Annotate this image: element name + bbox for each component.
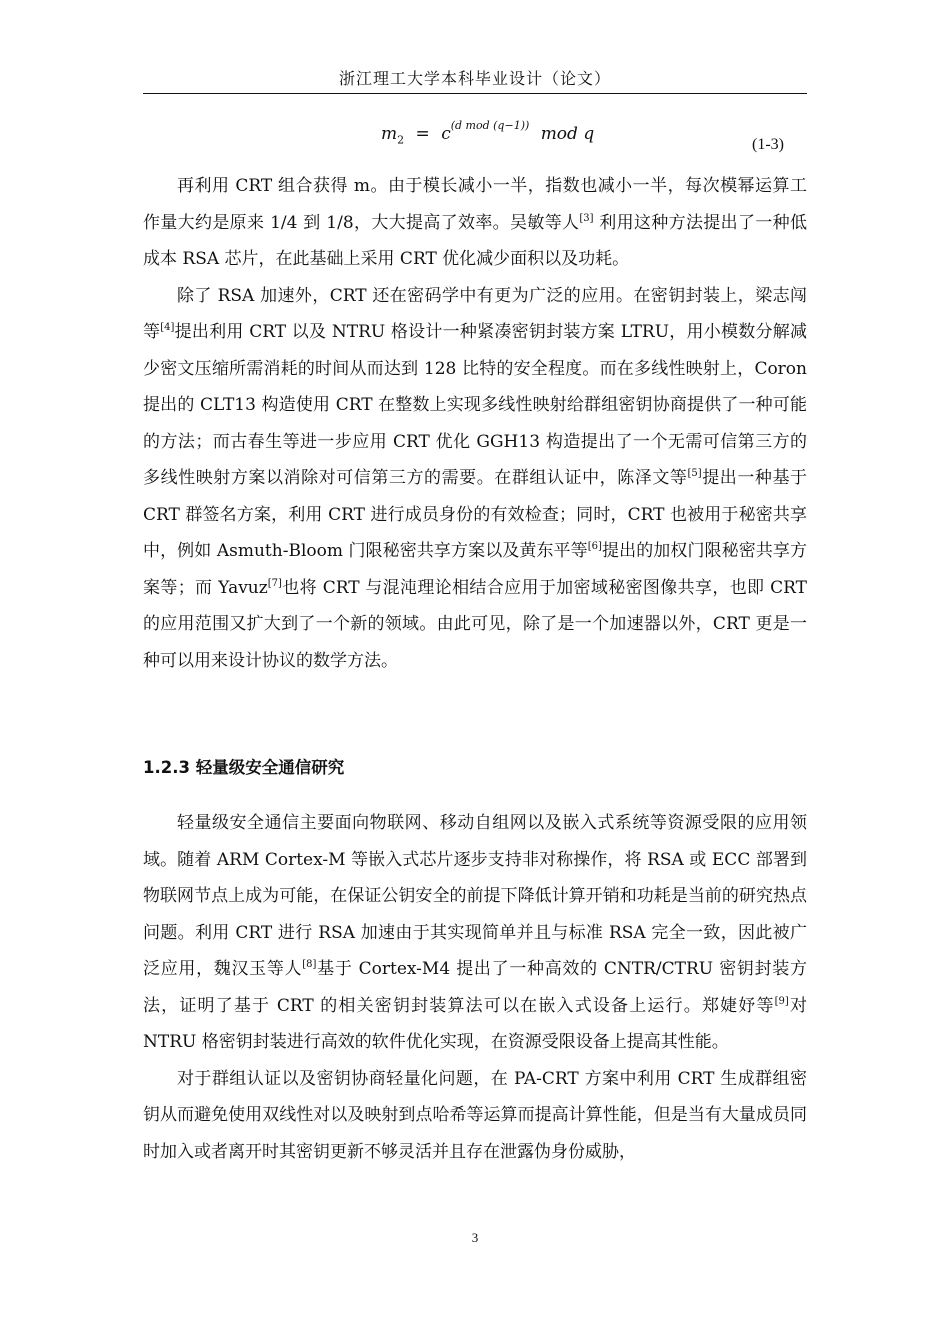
equation-number: (1-3) <box>752 136 784 153</box>
paragraph-text: 提出的加权门限秘密共享方案等；而 Yavuz <box>143 541 808 598</box>
paragraph-text: 对 NTRU 格密钥封装进行高效的软件优化实现，在资源受限设备上提高其性能。 <box>143 995 808 1052</box>
paragraph-text: 轻量级安全通信主要面向物联网、移动自组网以及嵌入式系统等资源受限的应用领域。随着 ARM Cortex-M 等嵌入式芯片逐步支持非对称操作，将 RSA 或 ECC 部署到物联网节点上成为可能，在保证公钥安全的前提下降低计算开销和功耗是当前的研究热点问题。利用 CRT 进行 RSA 加速由于其实现简单并且与标准 RSA 完全一致，因此被广泛应用，魏汉玉等人 <box>143 813 807 979</box>
equation-lhs: m <box>381 124 398 144</box>
equation-operator: = <box>415 124 430 144</box>
paragraph <box>143 168 807 278</box>
paragraph-text: 对于群组认证以及密钥协商轻量化问题，在 PA-CRT 方案中利用 CRT 生成群组密钥从而避免使用双线性对以及映射到点哈希等运算而提高计算性能，但是当有大量成员同时加入或者离开时其密钥更新不够灵活并且存在泄露伪身份威胁， <box>143 1068 807 1162</box>
body-text-top <box>143 168 807 679</box>
citation-ref: [3] <box>579 212 594 224</box>
paragraph-text: 再利用 CRT 组合获得 m。由于模长减小一半，指数也减小一半，每次模幂运算工作量大约是原来 1/4 到 1/8，大大提高了效率。吴敏等人 <box>143 176 807 233</box>
header-rule <box>143 93 807 94</box>
running-header: 浙江理工大学本科毕业设计（论文） <box>338 69 611 88</box>
paragraph-text: 利用这种方法提出了一种低成本 RSA 芯片，在此基础上采用 CRT 优化减少面积以及功耗。 <box>143 212 807 269</box>
paragraph-text: 提出一种基于 CRT 群签名方案，利用 CRT 进行成员身份的有效检查；同时，CRT 也被用于秘密共享中，例如 Asmuth-Bloom 门限秘密共享方案以及黄东平等 <box>143 468 808 561</box>
section-heading: 1.2.3 轻量级安全通信研究 <box>143 758 345 777</box>
citation-ref: [9] <box>774 995 789 1007</box>
paragraph <box>143 278 807 680</box>
citation-ref: [4] <box>160 322 175 333</box>
paragraph-text: 提出利用 CRT 以及 NTRU 格设计一种紧凑密钥封装方案 LTRU，用小模数分解减少密文压缩所需消耗的时间从而达到 128 比特的安全程度。而在多线性映射上，Coron 提出的 CLT13 构造使用 CRT 在整数上实现多线性映射给群组密钥协商提供了一种可能的方法；而古春生等进一步应用 CRT 优化 GGH13 构造提出了一个无需可信第三方的多线性映射方案以消除对可信第三方的需要。在群组认证中，陈泽文等 <box>143 322 808 488</box>
citation-ref: [8] <box>302 959 317 970</box>
paragraph <box>143 805 807 1061</box>
paragraph-text: 基于 Cortex-M4 提出了一种高效的 CNTR/CTRU 密钥封装方法，证明了基于 CRT 的相关密钥封装算法可以在嵌入式设备上运行。郑婕妤等 <box>143 959 808 1016</box>
page-number: 3 <box>471 1230 479 1245</box>
equation-exponent: (d mod (q−1)) <box>450 119 530 132</box>
equation-1-3 <box>381 119 595 147</box>
citation-ref: [6] <box>587 541 602 552</box>
citation-ref: [7] <box>267 577 282 589</box>
equation-base: c <box>441 124 451 144</box>
paragraph-text: 除了 RSA 加速外，CRT 还在密码学中有更为广泛的应用。在密钥封装上，梁志闯等 <box>143 285 807 342</box>
citation-ref: [5] <box>687 468 702 479</box>
equation-lhs-subscript: 2 <box>397 133 405 147</box>
body-text-bottom <box>143 805 807 1170</box>
equation-tail: mod q <box>540 124 595 144</box>
paragraph <box>143 1061 807 1171</box>
paragraph-text: 也将 CRT 与混沌理论相结合应用于加密域秘密图像共享，也即 CRT 的应用范围又扩大到了一个新的领域。由此可见，除了是一个加速器以外，CRT 更是一种可以用来设计协议的数学方法。 <box>143 577 808 671</box>
